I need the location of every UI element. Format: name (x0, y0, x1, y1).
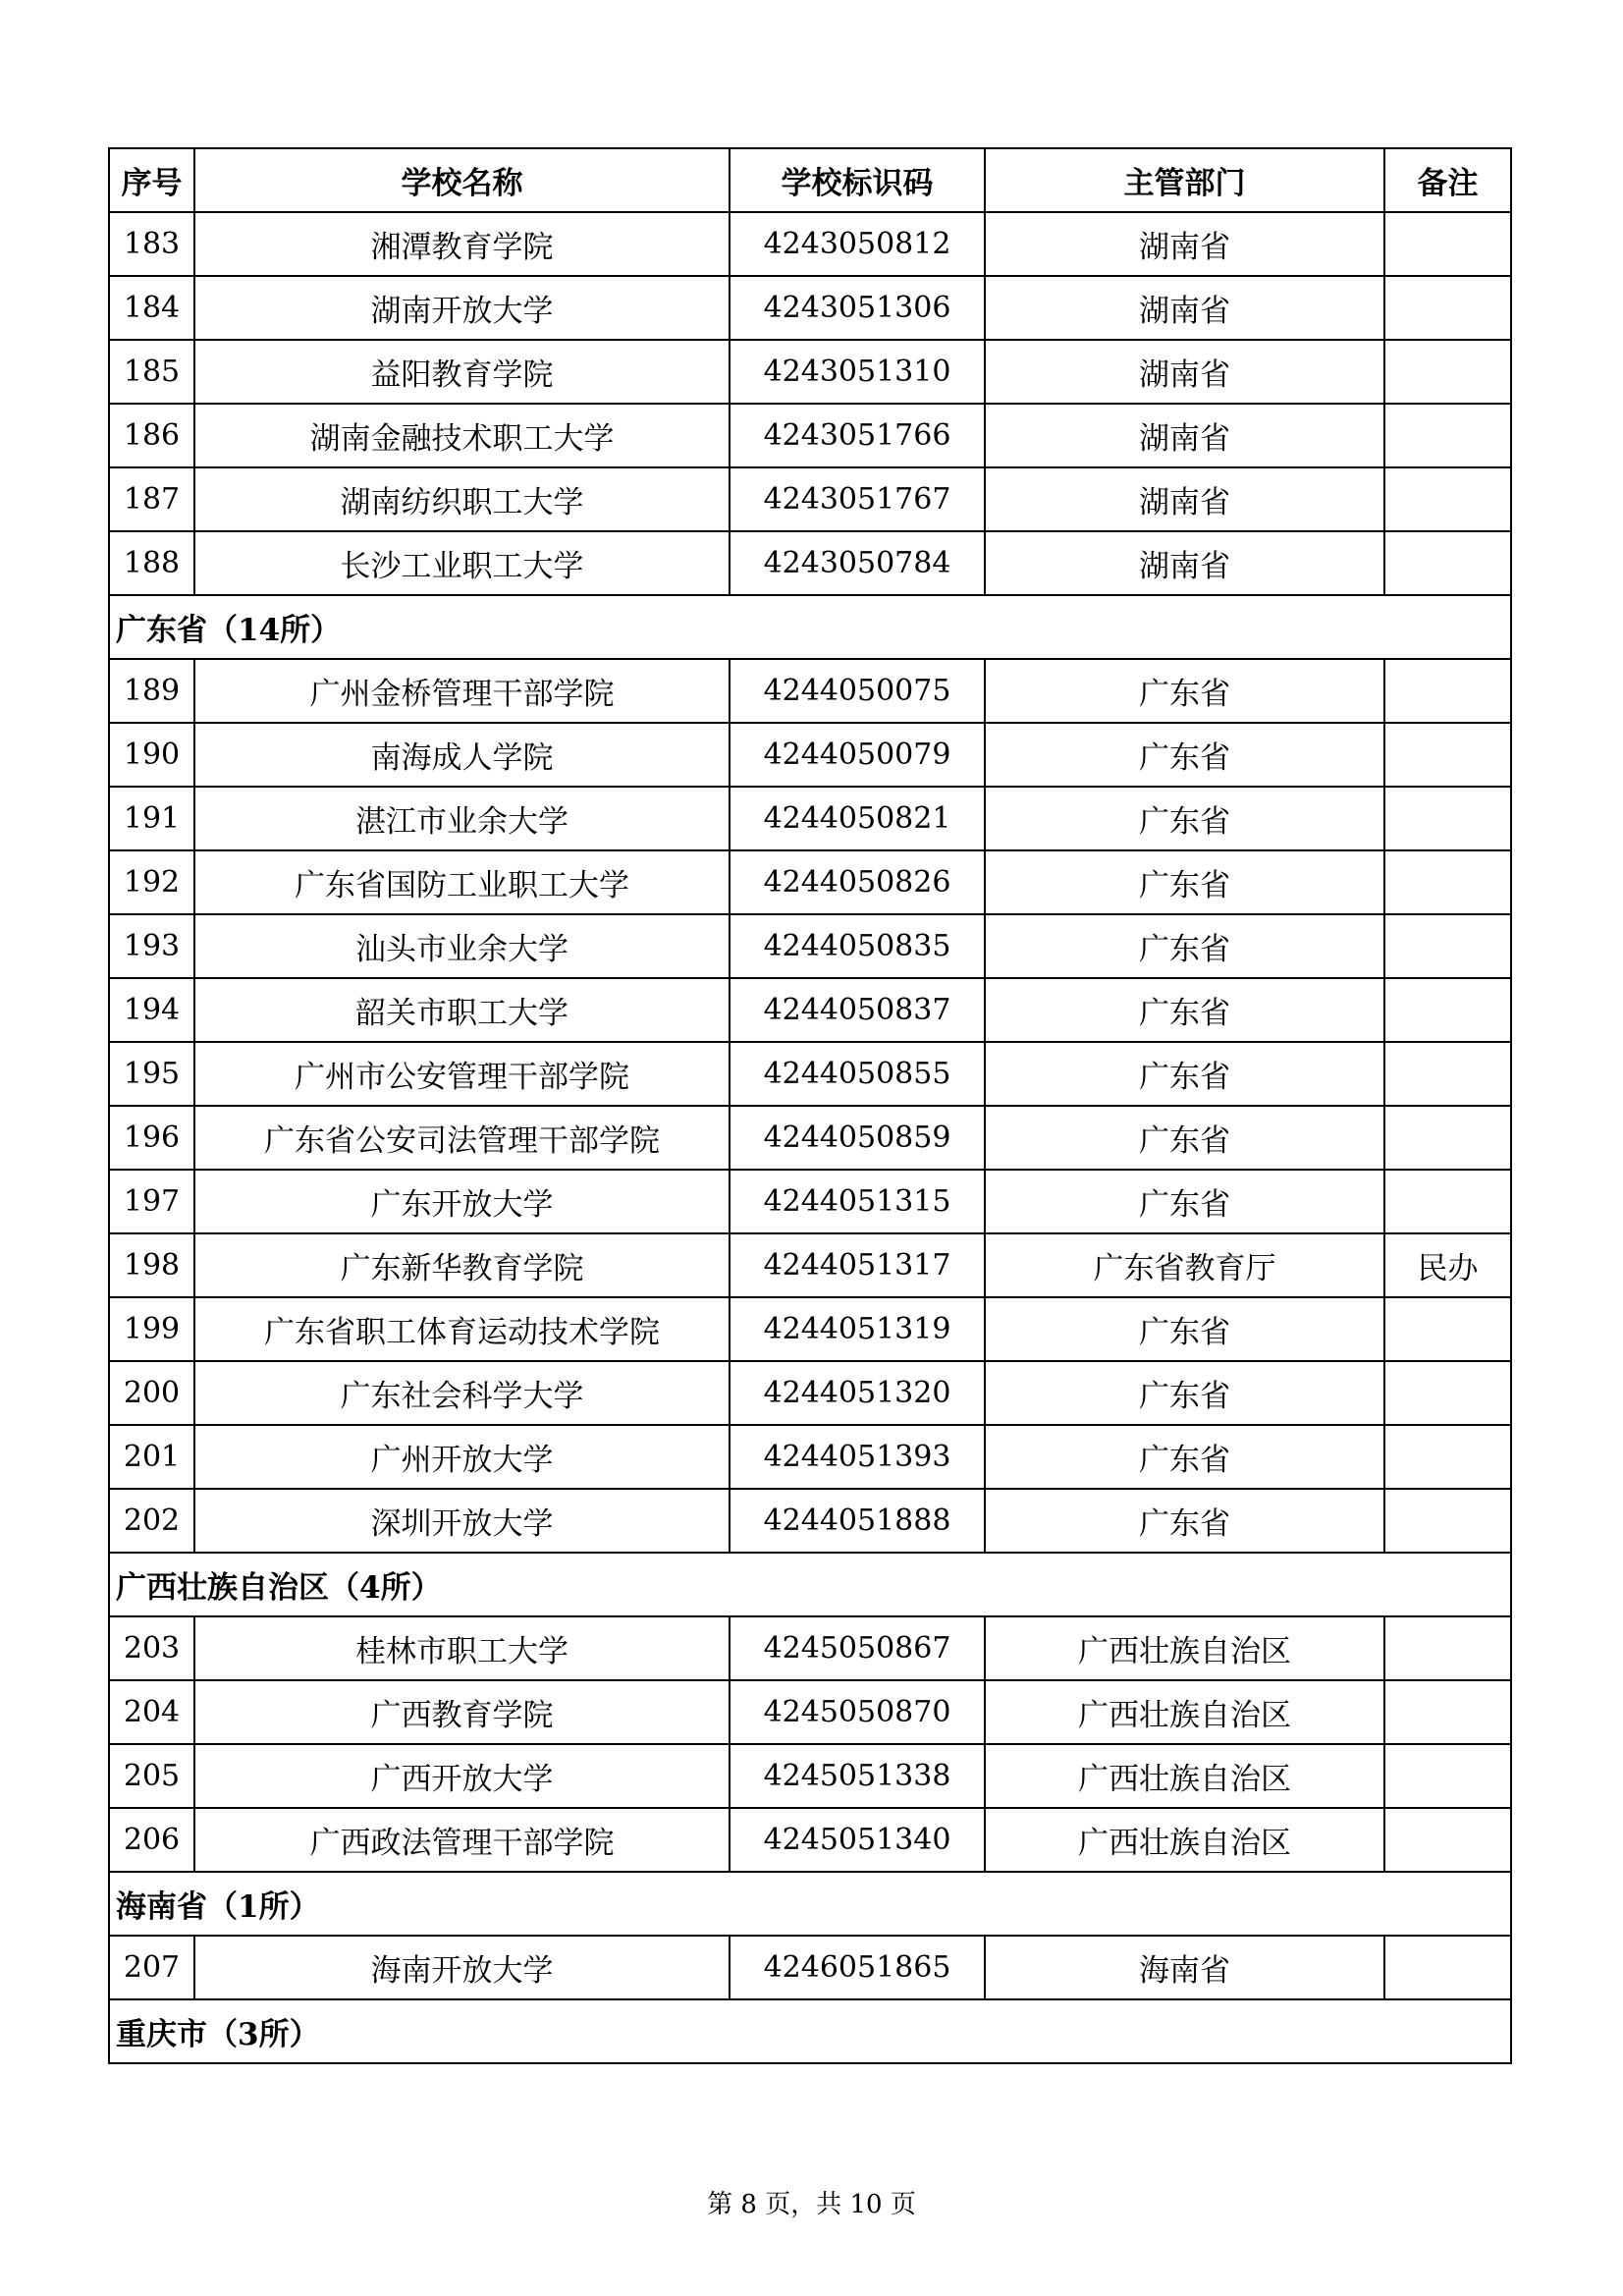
remarks-cell (1384, 1042, 1511, 1106)
table-row (109, 1106, 1511, 1170)
department-cell: 广西壮族自治区 (985, 1616, 1384, 1680)
department-cell: 湖南省 (985, 212, 1384, 276)
table-row (109, 404, 1511, 467)
remarks-cell (1384, 850, 1511, 914)
department-cell: 湖南省 (985, 340, 1384, 404)
index-cell: 184 (109, 276, 194, 340)
remarks-cell (1384, 1936, 1511, 1999)
index-cell: 204 (109, 1680, 194, 1744)
index-cell: 183 (109, 212, 194, 276)
index-cell: 205 (109, 1744, 194, 1808)
school-name-cell: 益阳教育学院 (194, 340, 730, 404)
table-row (109, 659, 1511, 723)
school-code-cell: 4245050867 (730, 1616, 985, 1680)
school-code-cell: 4244050075 (730, 659, 985, 723)
school-name-cell: 深圳开放大学 (194, 1489, 730, 1553)
school-name-cell: 桂林市职工大学 (194, 1616, 730, 1680)
department-cell: 广东省 (985, 1361, 1384, 1425)
remarks-cell (1384, 723, 1511, 787)
school-code-cell: 4244050826 (730, 850, 985, 914)
index-cell: 196 (109, 1106, 194, 1170)
school-name-cell: 广东省国防工业职工大学 (194, 850, 730, 914)
school-code-cell: 4244051320 (730, 1361, 985, 1425)
school-code-cell: 4245051340 (730, 1808, 985, 1872)
index-cell: 206 (109, 1808, 194, 1872)
remarks-cell (1384, 1744, 1511, 1808)
remarks-cell (1384, 276, 1511, 340)
header-index: 序号 (109, 148, 194, 212)
school-name-cell: 湘潭教育学院 (194, 212, 730, 276)
department-cell: 湖南省 (985, 531, 1384, 595)
school-code-cell: 4243051306 (730, 276, 985, 340)
school-name-cell: 长沙工业职工大学 (194, 531, 730, 595)
department-cell: 广东省 (985, 850, 1384, 914)
table-row (109, 1361, 1511, 1425)
department-cell: 湖南省 (985, 276, 1384, 340)
remarks-cell (1384, 978, 1511, 1042)
school-code-cell: 4243050784 (730, 531, 985, 595)
school-name-cell: 广州开放大学 (194, 1425, 730, 1489)
table-header-row (109, 148, 1511, 212)
table-row (109, 531, 1511, 595)
table-row (109, 1170, 1511, 1233)
department-cell: 广东省 (985, 1489, 1384, 1553)
table-row (109, 1489, 1511, 1553)
school-name-cell: 湖南纺织职工大学 (194, 467, 730, 531)
table-row (109, 1808, 1511, 1872)
index-cell: 193 (109, 914, 194, 978)
remarks-cell (1384, 1489, 1511, 1553)
school-code-cell: 4244051317 (730, 1233, 985, 1297)
department-cell: 广东省 (985, 914, 1384, 978)
table-row (109, 914, 1511, 978)
remarks-cell (1384, 467, 1511, 531)
table-row (109, 1042, 1511, 1106)
remarks-cell (1384, 212, 1511, 276)
department-cell: 广东省 (985, 1106, 1384, 1170)
school-name-cell: 南海成人学院 (194, 723, 730, 787)
table-row (109, 1936, 1511, 1999)
section-row (109, 1553, 1511, 1616)
index-cell: 194 (109, 978, 194, 1042)
school-name-cell: 湛江市业余大学 (194, 787, 730, 850)
index-cell: 198 (109, 1233, 194, 1297)
table-row (109, 276, 1511, 340)
school-code-cell: 4243051310 (730, 340, 985, 404)
section-label: 海南省（1所） (109, 1872, 1511, 1936)
section-row (109, 1999, 1511, 2063)
remarks-cell (1384, 1425, 1511, 1489)
remarks-cell (1384, 1106, 1511, 1170)
index-cell: 207 (109, 1936, 194, 1999)
section-label: 重庆市（3所） (109, 1999, 1511, 2063)
table-row (109, 467, 1511, 531)
department-cell: 广东省 (985, 723, 1384, 787)
school-code-cell: 4244050821 (730, 787, 985, 850)
school-code-cell: 4243051767 (730, 467, 985, 531)
table-row (109, 1425, 1511, 1489)
table-row (109, 340, 1511, 404)
school-code-cell: 4244050859 (730, 1106, 985, 1170)
section-row (109, 1872, 1511, 1936)
school-code-cell: 4243051766 (730, 404, 985, 467)
index-cell: 188 (109, 531, 194, 595)
index-cell: 202 (109, 1489, 194, 1553)
header-school-name: 学校名称 (194, 148, 730, 212)
school-name-cell: 广东新华教育学院 (194, 1233, 730, 1297)
index-cell: 197 (109, 1170, 194, 1233)
table-row (109, 723, 1511, 787)
table-row (109, 1744, 1511, 1808)
header-department: 主管部门 (985, 148, 1384, 212)
index-cell: 186 (109, 404, 194, 467)
index-cell: 200 (109, 1361, 194, 1425)
school-code-cell: 4243050812 (730, 212, 985, 276)
remarks-cell (1384, 659, 1511, 723)
table-row (109, 1616, 1511, 1680)
school-name-cell: 广西开放大学 (194, 1744, 730, 1808)
department-cell: 广西壮族自治区 (985, 1744, 1384, 1808)
table-row (109, 850, 1511, 914)
department-cell: 湖南省 (985, 404, 1384, 467)
remarks-cell (1384, 1361, 1511, 1425)
school-code-cell: 4246051865 (730, 1936, 985, 1999)
remarks-cell (1384, 1808, 1511, 1872)
school-name-cell: 韶关市职工大学 (194, 978, 730, 1042)
school-code-cell: 4244051888 (730, 1489, 985, 1553)
remarks-cell (1384, 1680, 1511, 1744)
school-name-cell: 广州金桥管理干部学院 (194, 659, 730, 723)
school-name-cell: 湖南金融技术职工大学 (194, 404, 730, 467)
department-cell: 广东省 (985, 787, 1384, 850)
school-name-cell: 广州市公安管理干部学院 (194, 1042, 730, 1106)
school-code-cell: 4244050837 (730, 978, 985, 1042)
remarks-cell (1384, 340, 1511, 404)
school-name-cell: 广西政法管理干部学院 (194, 1808, 730, 1872)
remarks-cell: 民办 (1384, 1233, 1511, 1297)
department-cell: 广东省 (985, 1297, 1384, 1361)
index-cell: 187 (109, 467, 194, 531)
table-row (109, 1297, 1511, 1361)
department-cell: 广西壮族自治区 (985, 1680, 1384, 1744)
school-name-cell: 广东社会科学大学 (194, 1361, 730, 1425)
school-name-cell: 海南开放大学 (194, 1936, 730, 1999)
department-cell: 广东省 (985, 978, 1384, 1042)
table-body (109, 212, 1511, 2063)
section-row (109, 595, 1511, 659)
school-code-cell: 4244051319 (730, 1297, 985, 1361)
remarks-cell (1384, 404, 1511, 467)
school-code-cell: 4244051315 (730, 1170, 985, 1233)
school-name-cell: 汕头市业余大学 (194, 914, 730, 978)
header-school-code: 学校标识码 (730, 148, 985, 212)
remarks-cell (1384, 531, 1511, 595)
table-row (109, 1233, 1511, 1297)
index-cell: 190 (109, 723, 194, 787)
school-name-cell: 湖南开放大学 (194, 276, 730, 340)
page-footer: 第 8 页，共 10 页 (707, 2190, 916, 2219)
table-row (109, 212, 1511, 276)
school-code-cell: 4244050835 (730, 914, 985, 978)
department-cell: 湖南省 (985, 467, 1384, 531)
index-cell: 189 (109, 659, 194, 723)
school-code-cell: 4244050079 (730, 723, 985, 787)
section-label: 广西壮族自治区（4所） (109, 1553, 1511, 1616)
school-code-cell: 4245051338 (730, 1744, 985, 1808)
remarks-cell (1384, 787, 1511, 850)
school-code-cell: 4244050855 (730, 1042, 985, 1106)
school-name-cell: 广东开放大学 (194, 1170, 730, 1233)
school-name-cell: 广西教育学院 (194, 1680, 730, 1744)
department-cell: 广东省 (985, 659, 1384, 723)
table-row (109, 978, 1511, 1042)
school-code-cell: 4245050870 (730, 1680, 985, 1744)
index-cell: 199 (109, 1297, 194, 1361)
school-table (108, 147, 1512, 2064)
index-cell: 201 (109, 1425, 194, 1489)
school-name-cell: 广东省公安司法管理干部学院 (194, 1106, 730, 1170)
department-cell: 海南省 (985, 1936, 1384, 1999)
school-code-cell: 4244051393 (730, 1425, 985, 1489)
index-cell: 191 (109, 787, 194, 850)
index-cell: 195 (109, 1042, 194, 1106)
department-cell: 广东省 (985, 1170, 1384, 1233)
department-cell: 广西壮族自治区 (985, 1808, 1384, 1872)
remarks-cell (1384, 1297, 1511, 1361)
department-cell: 广东省 (985, 1042, 1384, 1106)
department-cell: 广东省教育厅 (985, 1233, 1384, 1297)
section-label: 广东省（14所） (109, 595, 1511, 659)
remarks-cell (1384, 1616, 1511, 1680)
index-cell: 185 (109, 340, 194, 404)
school-name-cell: 广东省职工体育运动技术学院 (194, 1297, 730, 1361)
table-row (109, 1680, 1511, 1744)
remarks-cell (1384, 914, 1511, 978)
header-remarks: 备注 (1384, 148, 1511, 212)
index-cell: 192 (109, 850, 194, 914)
remarks-cell (1384, 1170, 1511, 1233)
index-cell: 203 (109, 1616, 194, 1680)
table-row (109, 787, 1511, 850)
department-cell: 广东省 (985, 1425, 1384, 1489)
